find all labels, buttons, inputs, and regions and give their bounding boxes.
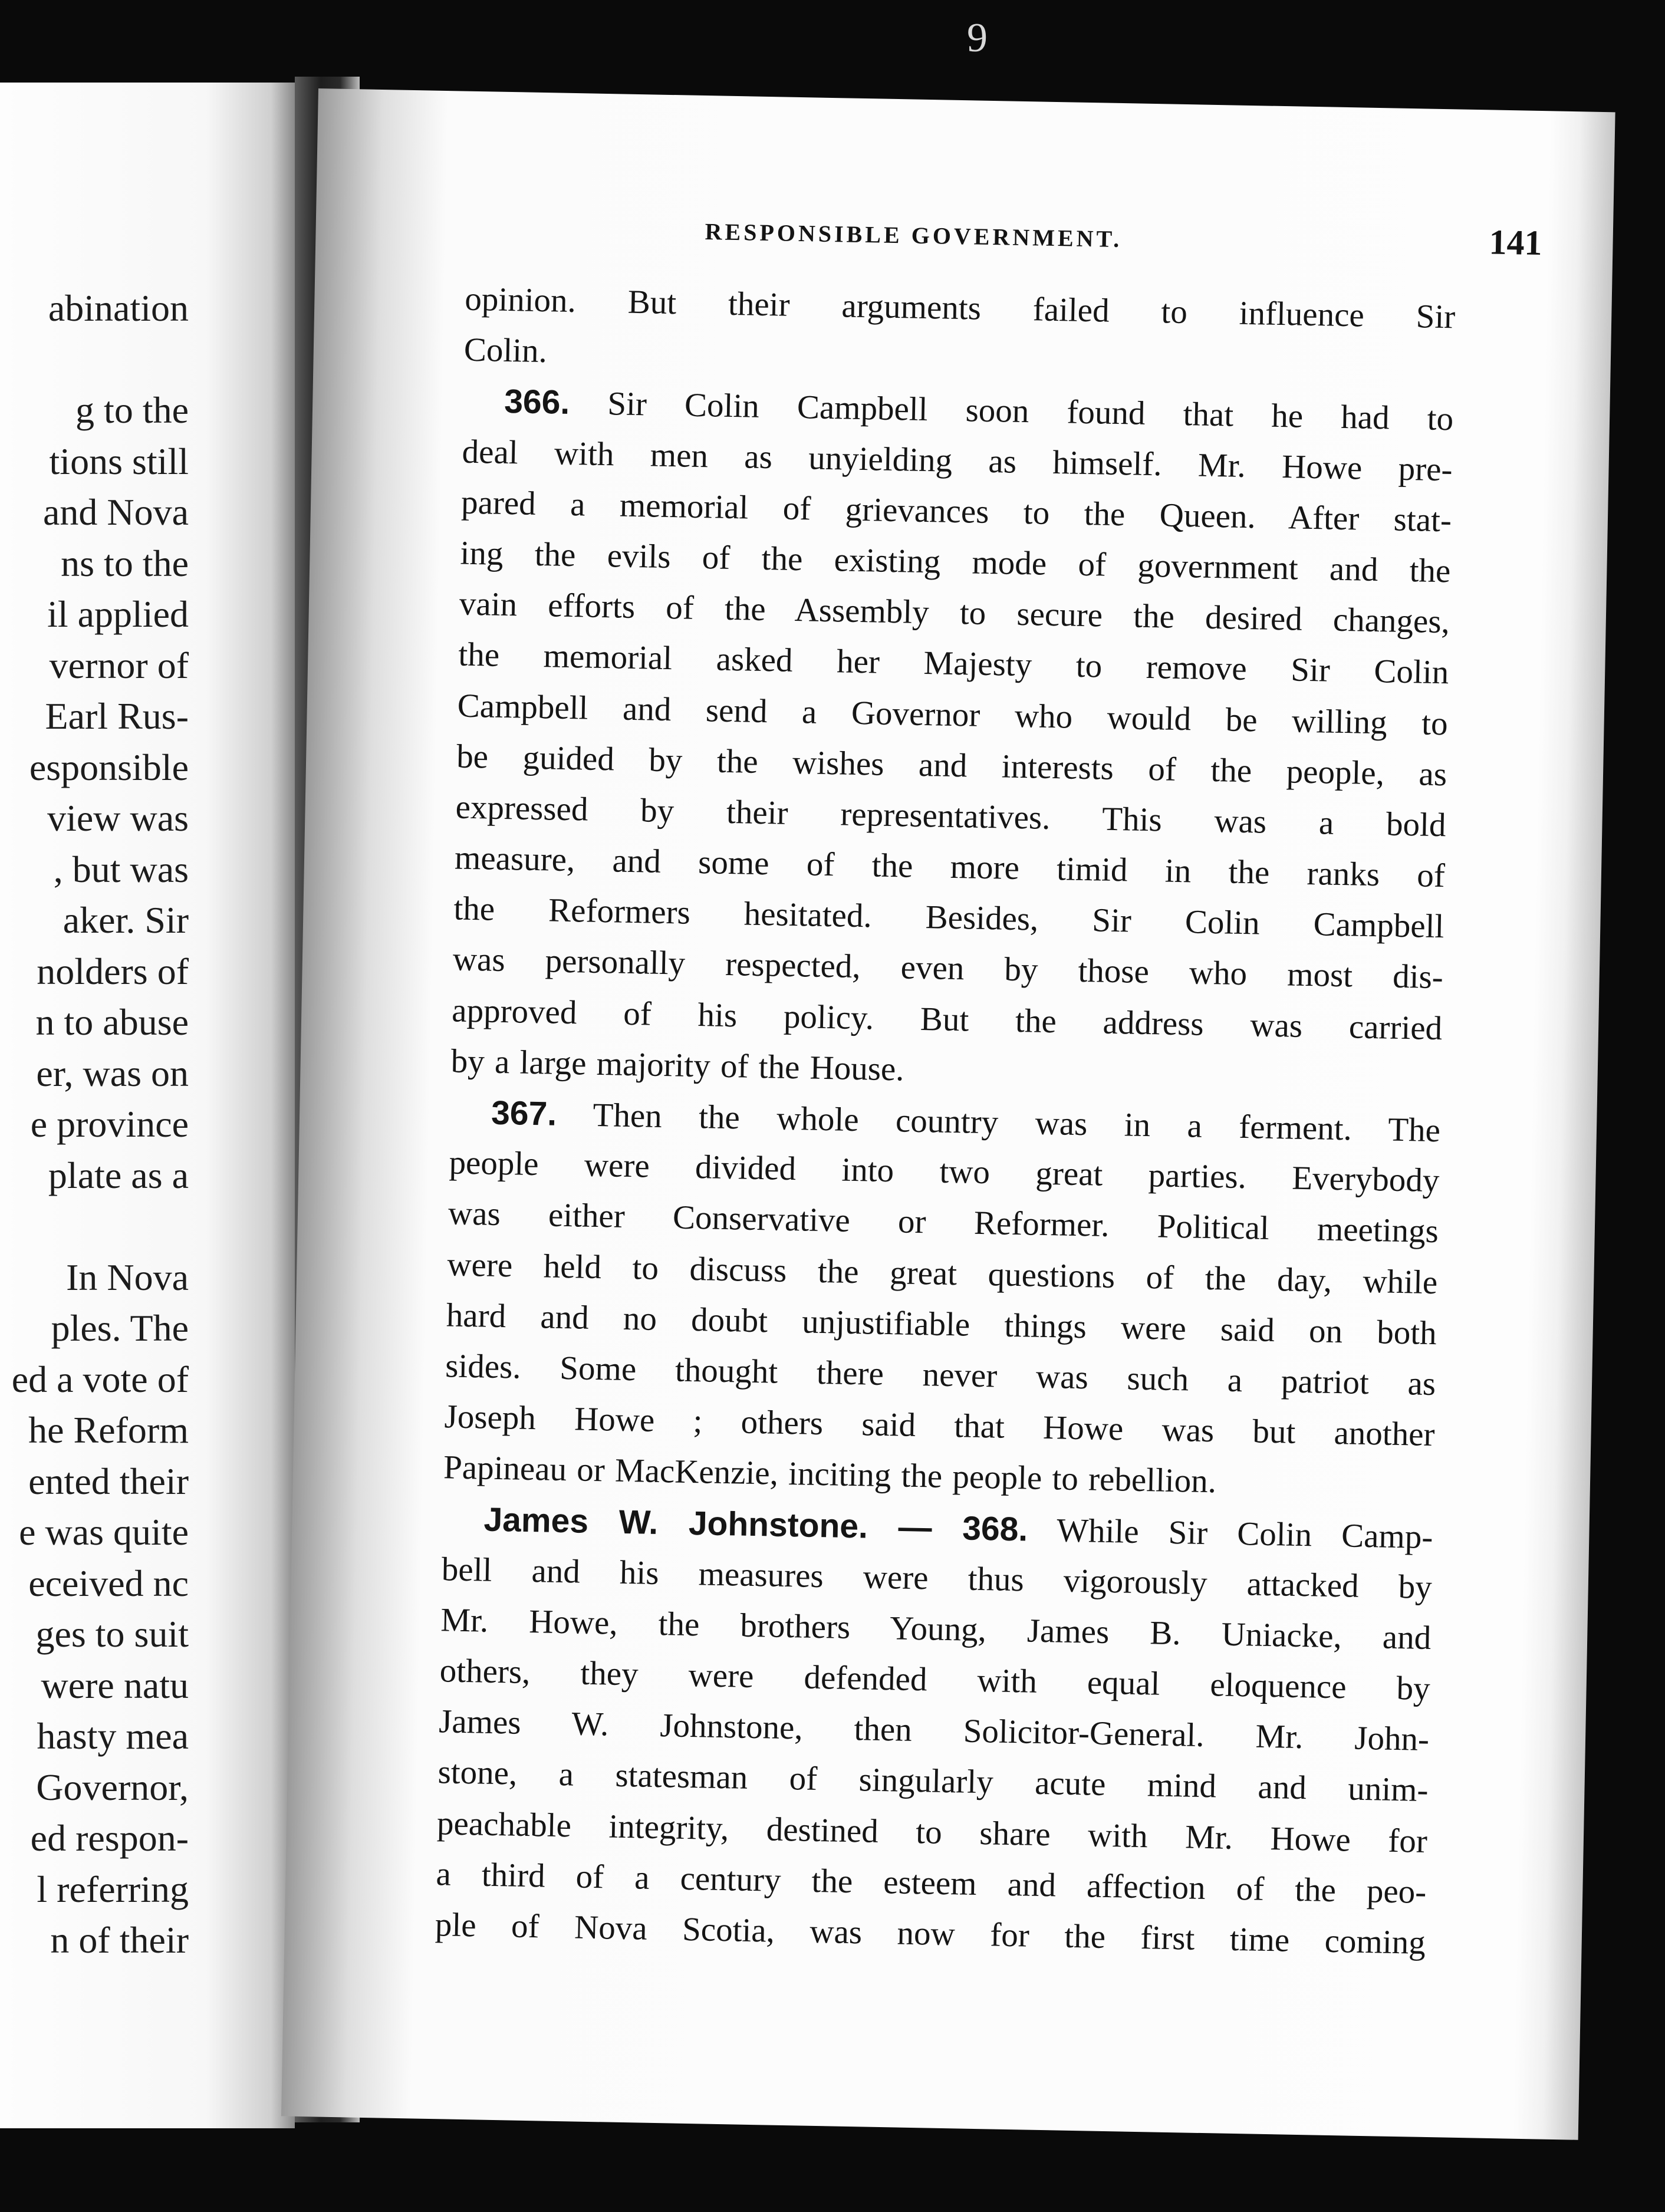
left-page-line: and Nova xyxy=(42,491,189,533)
left-page-line: ented their xyxy=(28,1460,189,1502)
page-edge-shadow xyxy=(1543,111,1615,2140)
line-text: pared a memorial of grievances to the Queen. After stat- xyxy=(460,483,1452,539)
line-text: bell and his measures were thus vigorously attacked by xyxy=(441,1550,1433,1606)
left-page-line: g to the xyxy=(75,389,189,431)
line-text: people were divided into two great parties. Everybody xyxy=(449,1144,1440,1200)
paragraph-number: 367. xyxy=(491,1094,557,1133)
line-text: be guided by the wishes and interests of the people, as xyxy=(456,738,1447,793)
left-page-line: il applied xyxy=(47,593,189,635)
line-text: peachable integrity, destined to share with Mr. Howe for xyxy=(436,1804,1428,1860)
line-text: ing the evils of the existing mode of government and the xyxy=(460,534,1451,590)
paragraph-number: 366. xyxy=(504,383,570,422)
line-text: James W. Johnstone, then Solicitor-General. Mr. John- xyxy=(438,1703,1430,1759)
line-text: Mr. Howe, the brothers Young, James B. Uniacke, and xyxy=(440,1601,1432,1657)
left-page-line: n to abuse xyxy=(35,1001,189,1043)
line-text: approved of his policy. But the address was carried xyxy=(451,992,1443,1047)
left-page-line: e province xyxy=(30,1103,189,1145)
left-page-line: hasty mea xyxy=(37,1715,189,1757)
left-page-line: abination xyxy=(48,287,189,329)
line-text: Colin. xyxy=(463,331,548,370)
line-text: opinion. But their arguments failed to influence Sir xyxy=(464,280,1456,336)
left-page-line: were natu xyxy=(41,1664,189,1706)
line-text: the memorial asked her Majesty to remove Sir Colin xyxy=(458,636,1449,692)
line-text: stone, a statesman of singularly acute mind and unim- xyxy=(437,1753,1429,1809)
left-page-line: er, was on xyxy=(36,1052,189,1094)
line-text: expressed by their representatives. This was a bold xyxy=(455,788,1446,844)
left-page-line: view was xyxy=(47,797,189,839)
line-text: hard and no doubt unjustifiable things were said on both xyxy=(446,1296,1437,1352)
left-page-line: ed respon- xyxy=(30,1817,189,1859)
line-text: Joseph Howe ; others said that Howe was but another xyxy=(444,1398,1436,1454)
left-page-line: ns to the xyxy=(61,542,189,584)
line-text: was either Conservative or Reformer. Political meetings xyxy=(447,1194,1439,1250)
line-text: vain efforts of the Assembly to secure the desired changes, xyxy=(459,585,1450,641)
line-text: measure, and some of the more timid in the ranks of xyxy=(454,839,1446,895)
page-number: 141 xyxy=(1488,222,1543,263)
left-page xyxy=(0,83,295,2128)
left-page-line: , but was xyxy=(53,848,189,890)
left-page-line: he Reform xyxy=(28,1409,189,1451)
line-text: others, they were defended with equal eloquence by xyxy=(439,1652,1431,1708)
page-corner-mark: 9 xyxy=(967,15,988,61)
left-page-line xyxy=(0,334,189,386)
left-page-line: ed a vote of xyxy=(11,1358,189,1400)
line-text: was personally respected, even by those who most dis- xyxy=(452,940,1444,996)
left-page-line: esponsible xyxy=(29,746,189,788)
left-page-line: ples. The xyxy=(51,1307,189,1349)
line-text: While Sir Colin Camp- xyxy=(1027,1510,1433,1556)
line-text: Then the whole country was in a ferment. The xyxy=(556,1095,1441,1150)
left-page-line: n of their xyxy=(50,1919,189,1961)
running-title: RESPONSIBLE GOVERNMENT. xyxy=(705,218,1123,253)
left-page-line: ges to suit xyxy=(35,1613,189,1655)
line-text: Campbell and send a Governor who would be willing to xyxy=(457,687,1449,742)
line-text: sides. Some thought there never was such a patriot as xyxy=(445,1347,1436,1403)
left-page-line: nolders of xyxy=(37,950,189,992)
line-text: deal with men as unyielding as himself. Mr. Howe pre- xyxy=(462,433,1453,488)
right-page xyxy=(281,88,1615,2140)
left-page-line: Earl Rus- xyxy=(45,695,189,737)
left-page-line: eceived nc xyxy=(28,1562,189,1604)
section-heading: James W. Johnstone. — 368. xyxy=(483,1500,1028,1548)
line-text: Papineau or MacKenzie, inciting the people to rebellion. xyxy=(443,1449,1217,1500)
line-text: by a large majority of the House. xyxy=(450,1042,905,1088)
line-text: Sir Colin Campbell soon found that he had to xyxy=(569,384,1454,438)
left-page-line: plate as a xyxy=(48,1154,189,1196)
running-header xyxy=(705,208,1542,264)
left-page-line: tions still xyxy=(49,440,189,482)
left-page-line: Governor, xyxy=(36,1766,189,1808)
line-text: ple of Nova Scotia, was now for the first time coming xyxy=(435,1906,1426,1961)
left-page-line: e was quite xyxy=(19,1511,189,1553)
left-page-line: vernor of xyxy=(49,644,189,686)
left-page-text xyxy=(0,283,189,1966)
left-page-line xyxy=(0,1201,189,1252)
left-page-line: In Nova xyxy=(66,1256,189,1298)
left-page-line: aker. Sir xyxy=(62,899,189,941)
line-text: the Reformers hesitated. Besides, Sir Colin Campbell xyxy=(453,890,1444,946)
body-text xyxy=(435,274,1456,1969)
line-text: a third of a century the esteem and affection of the peo- xyxy=(435,1855,1427,1911)
line-text: were held to discuss the great questions of the day, while xyxy=(446,1245,1438,1301)
left-page-line: l referring xyxy=(37,1868,189,1910)
